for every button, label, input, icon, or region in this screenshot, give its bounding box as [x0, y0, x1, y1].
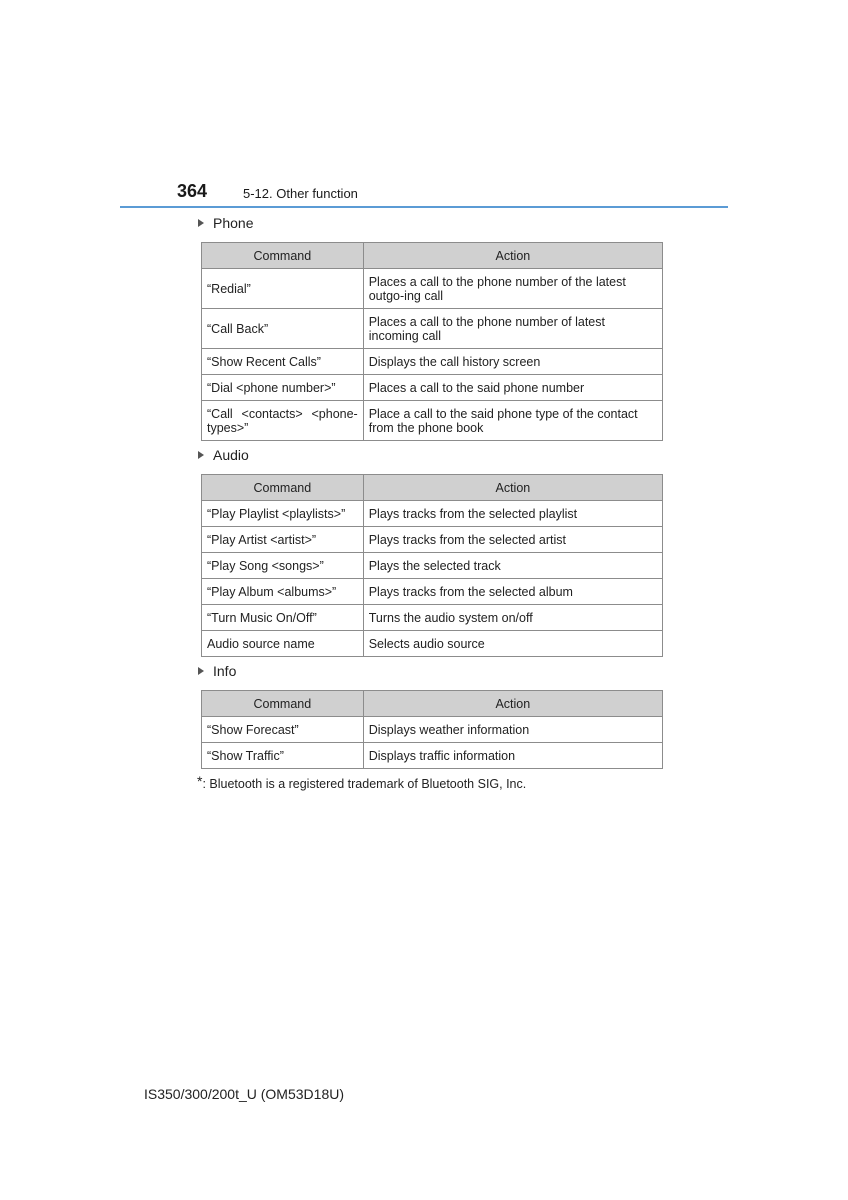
command-cell: “Play Album <albums>” — [202, 579, 364, 605]
action-cell: Displays traffic information — [363, 743, 662, 769]
table-header-row — [202, 691, 663, 717]
page-number: 364 — [177, 181, 208, 201]
column-header-action: Action — [363, 475, 662, 501]
bullet-triangle-icon — [198, 219, 204, 227]
action-cell: Places a call to the phone number of the latest outgo-ing call — [363, 269, 662, 309]
footnote-text: : Bluetooth is a registered trademark of Bluetooth SIG, Inc. — [202, 777, 527, 791]
phone-heading — [198, 215, 253, 233]
info-heading — [198, 663, 236, 681]
footer-model-code: IS350/300/200t_U (OM53D18U) — [144, 1086, 344, 1102]
command-cell: “Play Artist <artist>” — [202, 527, 364, 553]
page-header — [120, 178, 728, 208]
table-row — [202, 743, 663, 769]
table-row — [202, 717, 663, 743]
column-header-command: Command — [202, 243, 364, 269]
column-header-command: Command — [202, 691, 364, 717]
command-cell: “Show Recent Calls” — [202, 349, 364, 375]
bullet-triangle-icon — [198, 667, 204, 675]
table-row — [202, 269, 663, 309]
action-cell: Displays weather information — [363, 717, 662, 743]
table-row — [202, 605, 663, 631]
command-cell: “Play Playlist <playlists>” — [202, 501, 364, 527]
action-cell: Turns the audio system on/off — [363, 605, 662, 631]
bullet-triangle-icon — [198, 451, 204, 459]
command-cell: Audio source name — [202, 631, 364, 657]
table-header-row — [202, 475, 663, 501]
command-cell: “Call <contacts> <phone-types>” — [202, 401, 364, 441]
action-cell: Plays tracks from the selected artist — [363, 527, 662, 553]
column-header-action: Action — [363, 691, 662, 717]
phone-heading-label: Phone — [213, 215, 254, 231]
table-row — [202, 631, 663, 657]
action-cell: Plays tracks from the selected playlist — [363, 501, 662, 527]
table-row — [202, 501, 663, 527]
command-cell: “Show Traffic” — [202, 743, 364, 769]
column-header-action: Action — [363, 243, 662, 269]
table-row — [202, 527, 663, 553]
action-cell: Plays tracks from the selected album — [363, 579, 662, 605]
footnote — [197, 773, 526, 791]
phone-command-table — [201, 242, 663, 441]
column-header-command: Command — [202, 475, 364, 501]
audio-heading — [198, 447, 249, 465]
info-heading-label: Info — [213, 663, 237, 679]
table-header-row — [202, 243, 663, 269]
table-row — [202, 309, 663, 349]
table-row — [202, 349, 663, 375]
command-cell: “Show Forecast” — [202, 717, 364, 743]
action-cell: Place a call to the said phone type of the contact from the phone book — [363, 401, 662, 441]
action-cell: Places a call to the said phone number — [363, 375, 662, 401]
table-row — [202, 579, 663, 605]
audio-command-table — [201, 474, 663, 657]
table-row — [202, 553, 663, 579]
table-row — [202, 375, 663, 401]
footnote-marker: * — [197, 773, 203, 789]
section-title: 5-12. Other function — [243, 186, 358, 201]
header-divider — [120, 206, 728, 208]
command-cell: “Turn Music On/Off” — [202, 605, 364, 631]
action-cell: Plays the selected track — [363, 553, 662, 579]
action-cell: Places a call to the phone number of latest incoming call — [363, 309, 662, 349]
command-cell: “Redial” — [202, 269, 364, 309]
action-cell: Selects audio source — [363, 631, 662, 657]
audio-heading-label: Audio — [213, 447, 249, 463]
action-cell: Displays the call history screen — [363, 349, 662, 375]
info-command-table — [201, 690, 663, 769]
command-cell: “Call Back” — [202, 309, 364, 349]
table-row — [202, 401, 663, 441]
command-cell: “Dial <phone number>” — [202, 375, 364, 401]
command-cell: “Play Song <songs>” — [202, 553, 364, 579]
